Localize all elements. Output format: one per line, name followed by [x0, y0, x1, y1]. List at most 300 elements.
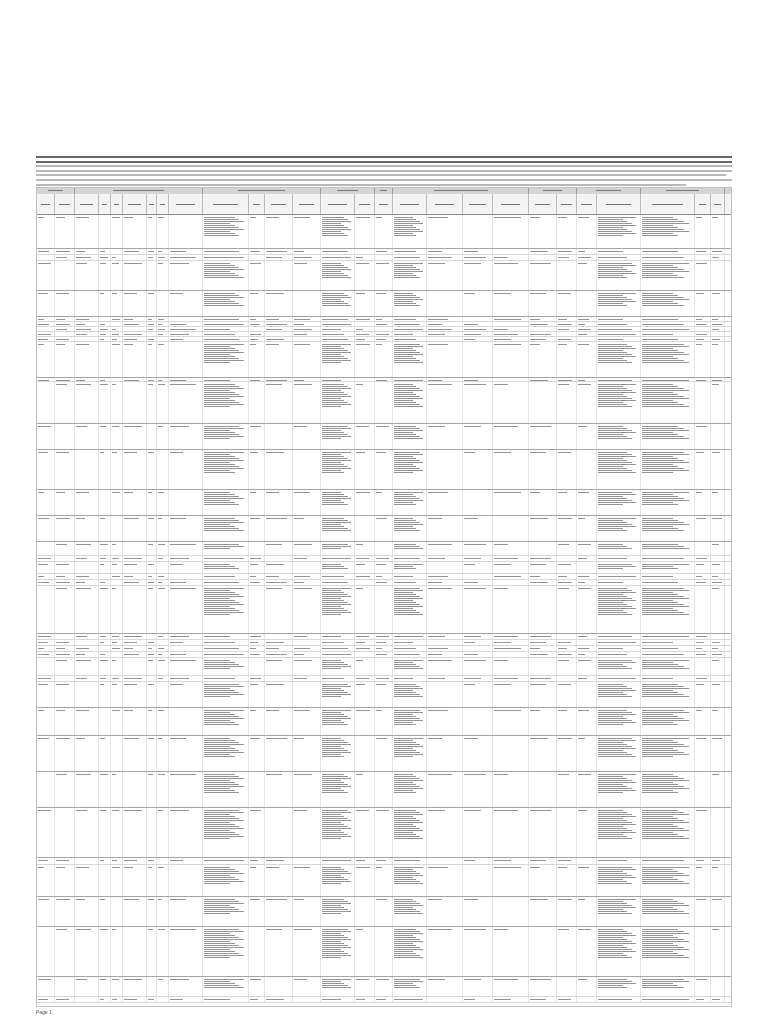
table-cell — [529, 327, 557, 331]
cell-text-line — [642, 217, 673, 218]
cell-text-line — [112, 648, 120, 649]
table-cell — [493, 490, 529, 515]
cell-text-line — [204, 334, 235, 335]
cell-text-line — [204, 929, 239, 930]
cell-text-line — [530, 867, 540, 868]
cell-text-line — [394, 602, 416, 603]
table-cell — [55, 542, 75, 555]
cell-text-line — [322, 428, 351, 429]
cell-text-line — [322, 303, 348, 304]
table-cell — [463, 249, 493, 254]
table-row — [37, 897, 731, 927]
cell-text-line — [642, 786, 684, 787]
cell-text-line — [100, 564, 104, 565]
table-cell — [147, 322, 157, 326]
table-cell — [55, 382, 75, 423]
cell-text-line — [394, 522, 420, 523]
table-cell — [641, 424, 695, 449]
cell-text-line — [598, 329, 632, 330]
cell-text-line — [598, 987, 627, 988]
cell-text-line — [642, 810, 678, 811]
table-cell — [265, 382, 293, 423]
cell-text-line — [642, 901, 678, 902]
table-cell — [249, 215, 265, 248]
cell-text-line — [394, 776, 416, 777]
cell-text-line — [642, 710, 684, 711]
cell-text-line — [598, 610, 623, 611]
cell-text-line — [356, 544, 363, 545]
cell-text-line — [204, 830, 230, 831]
table-cell — [249, 808, 265, 857]
table-cell — [111, 317, 123, 321]
cell-text-line — [712, 492, 718, 493]
table-cell — [265, 317, 293, 321]
table-cell — [169, 997, 203, 1002]
cell-text-line — [204, 754, 230, 755]
table-cell — [375, 640, 393, 645]
cell-text-line — [56, 929, 67, 930]
cell-text-line — [598, 913, 632, 914]
table-cell — [393, 736, 427, 771]
table-cell — [55, 322, 75, 326]
cell-text-line — [394, 913, 423, 914]
table-cell — [203, 977, 249, 996]
cell-text-line — [642, 350, 678, 351]
cell-text-line — [76, 899, 85, 900]
cell-text-line — [124, 324, 139, 325]
table-cell — [157, 327, 169, 331]
cell-text-line — [148, 588, 153, 589]
cell-text-line — [598, 688, 632, 689]
cell-text-line — [394, 945, 416, 946]
cell-text-line — [204, 388, 244, 389]
cell-text-line — [322, 502, 344, 503]
cell-text-line — [148, 384, 153, 385]
cell-text-line — [204, 275, 239, 276]
table-cell — [695, 977, 711, 996]
cell-text-line — [394, 470, 423, 471]
table-cell — [157, 337, 169, 341]
table-cell — [123, 586, 147, 633]
cell-text-line — [394, 678, 413, 679]
cell-text-line — [158, 324, 162, 325]
table-cell — [203, 516, 249, 541]
table-cell — [355, 682, 375, 707]
table-cell — [157, 249, 169, 254]
cell-text-line — [598, 360, 627, 361]
table-cell — [147, 977, 157, 996]
cell-text-line — [598, 979, 627, 980]
cell-text-line — [642, 466, 678, 467]
table-cell — [463, 640, 493, 645]
cell-text-line — [204, 430, 230, 431]
cell-text-line — [464, 384, 486, 385]
table-cell — [37, 327, 55, 331]
table-cell — [695, 997, 711, 1002]
cell-text-line — [204, 305, 244, 306]
table-cell — [641, 580, 695, 585]
cell-text-line — [294, 678, 307, 679]
cell-text-line — [322, 879, 348, 880]
cell-text-line — [642, 275, 678, 276]
cell-text-line — [494, 678, 518, 679]
table-cell — [157, 342, 169, 377]
cell-text-line — [598, 546, 627, 547]
table-cell — [355, 708, 375, 735]
cell-text-line — [642, 251, 678, 252]
table-cell — [393, 997, 427, 1002]
cell-text-line — [204, 460, 244, 461]
table-cell — [99, 574, 111, 579]
cell-text-line — [322, 678, 344, 679]
cell-text-line — [294, 518, 304, 519]
cell-text-line — [464, 558, 481, 559]
table-cell — [55, 490, 75, 515]
cell-text-line — [598, 941, 632, 942]
table-cell — [111, 634, 123, 639]
table-cell — [203, 997, 249, 1002]
cell-text-line — [204, 436, 244, 437]
cell-text-line — [322, 951, 344, 952]
cell-text-line — [294, 582, 304, 583]
cell-text-line — [530, 860, 546, 861]
cell-text-line — [170, 334, 189, 335]
cell-text-line — [112, 293, 117, 294]
table-cell — [529, 586, 557, 633]
cell-text-line — [204, 899, 235, 900]
table-cell — [123, 255, 147, 260]
cell-text-line — [322, 251, 348, 252]
table-cell — [393, 927, 427, 976]
table-cell — [375, 858, 393, 864]
table-cell — [711, 808, 725, 857]
cell-text-line — [170, 452, 183, 453]
table-cell — [463, 327, 493, 331]
cell-text-line — [598, 217, 636, 218]
cell-text-line — [394, 722, 413, 723]
table-cell — [641, 516, 695, 541]
table-cell — [293, 658, 321, 675]
cell-text-line — [428, 576, 448, 577]
cell-text-line — [394, 297, 420, 298]
cell-text-line — [112, 860, 117, 861]
table-cell — [529, 337, 557, 341]
cell-text-line — [322, 740, 344, 741]
cell-text-line — [394, 838, 423, 839]
cell-text-line — [322, 947, 351, 948]
table-cell — [37, 927, 55, 976]
cell-text-line — [124, 319, 133, 320]
cell-text-line — [100, 384, 108, 385]
table-cell — [147, 634, 157, 639]
cell-text-line — [642, 881, 684, 882]
table-cell — [493, 327, 529, 331]
cell-text-line — [158, 384, 165, 385]
cell-text-line — [148, 319, 152, 320]
table-cell — [321, 322, 355, 326]
cell-text-line — [394, 438, 423, 439]
cell-text-line — [38, 293, 48, 294]
cell-text-line — [204, 269, 244, 270]
table-cell — [321, 378, 355, 381]
cell-text-line — [322, 576, 344, 577]
cell-text-line — [578, 660, 591, 661]
table-cell — [695, 249, 711, 254]
cell-text-line — [322, 460, 351, 461]
table-cell — [529, 249, 557, 254]
cell-text-line — [428, 582, 442, 583]
cell-text-line — [158, 576, 164, 577]
table-cell — [427, 640, 463, 645]
cell-text-line — [642, 354, 689, 355]
cell-text-line — [148, 564, 154, 565]
table-cell — [147, 249, 157, 254]
table-cell — [393, 808, 427, 857]
table-cell — [463, 291, 493, 316]
table-cell — [597, 542, 641, 555]
cell-text-line — [322, 269, 351, 270]
table-cell — [99, 490, 111, 515]
cell-text-line — [76, 257, 91, 258]
table-cell — [375, 317, 393, 321]
table-cell — [265, 378, 293, 381]
cell-text-line — [598, 221, 627, 222]
cell-text-line — [394, 468, 420, 469]
cell-text-line — [112, 999, 117, 1000]
table-cell — [355, 562, 375, 573]
cell-text-line — [322, 350, 348, 351]
table-cell — [577, 708, 597, 735]
cell-text-line — [322, 935, 344, 936]
cell-text-line — [598, 257, 627, 258]
cell-text-line — [204, 303, 239, 304]
cell-text-line — [100, 929, 108, 930]
cell-text-line — [322, 875, 341, 876]
cell-text-line — [394, 710, 420, 711]
table-cell — [427, 586, 463, 633]
cell-text-line — [712, 257, 719, 258]
table-cell — [249, 261, 265, 290]
cell-text-line — [158, 344, 164, 345]
cell-text-line — [204, 814, 230, 815]
cell-text-line — [642, 436, 684, 437]
cell-text-line — [112, 684, 117, 685]
cell-text-line — [642, 492, 689, 493]
table-cell — [265, 736, 293, 771]
cell-text-line — [394, 269, 420, 270]
table-row — [37, 858, 731, 865]
cell-text-line — [100, 257, 108, 258]
cell-text-line — [204, 941, 230, 942]
table-cell — [99, 424, 111, 449]
table-cell — [463, 858, 493, 864]
table-cell — [463, 736, 493, 771]
cell-text-line — [578, 319, 589, 320]
table-cell — [147, 682, 157, 707]
cell-text-line — [204, 983, 235, 984]
table-cell — [393, 337, 427, 341]
cell-text-line — [394, 690, 413, 691]
cell-text-line — [598, 686, 627, 687]
cell-text-line — [598, 277, 627, 278]
cell-text-line — [598, 981, 632, 982]
cell-text-line — [356, 339, 365, 340]
table-cell — [577, 927, 597, 976]
table-cell — [203, 337, 249, 341]
table-cell — [321, 658, 355, 675]
table-cell — [355, 676, 375, 681]
cell-text-line — [394, 434, 416, 435]
table-cell — [427, 327, 463, 331]
table-cell — [577, 450, 597, 489]
cell-text-line — [204, 782, 235, 783]
table-cell — [355, 634, 375, 639]
cell-text-line — [394, 392, 413, 393]
cell-text-line — [642, 909, 678, 910]
cell-text-line — [100, 588, 108, 589]
table-cell — [393, 640, 427, 645]
table-cell — [99, 382, 111, 423]
cell-text-line — [394, 987, 420, 988]
cell-text-line — [376, 251, 387, 252]
cell-text-line — [642, 468, 684, 469]
table-cell — [111, 249, 123, 254]
cell-text-line — [158, 660, 165, 661]
cell-text-line — [712, 774, 719, 775]
cell-text-line — [204, 824, 235, 825]
cell-text-line — [204, 778, 244, 779]
cell-text-line — [204, 273, 235, 274]
cell-text-line — [394, 293, 413, 294]
cell-text-line — [204, 604, 244, 605]
table-row — [37, 586, 731, 634]
cell-text-line — [356, 558, 369, 559]
table-cell — [529, 640, 557, 645]
cell-text-line — [696, 654, 706, 655]
table-cell — [123, 652, 147, 657]
table-cell — [55, 215, 75, 248]
cell-text-line — [204, 714, 235, 715]
cell-text-line — [394, 426, 416, 427]
cell-text-line — [56, 251, 70, 252]
cell-text-line — [394, 748, 413, 749]
table-cell — [577, 249, 597, 254]
table-cell — [463, 562, 493, 573]
table-cell — [529, 378, 557, 381]
cell-text-line — [394, 784, 416, 785]
table-cell — [99, 772, 111, 807]
cell-text-line — [204, 810, 239, 811]
cell-text-line — [204, 582, 239, 583]
table-cell — [355, 322, 375, 326]
table-cell — [393, 542, 427, 555]
cell-text-line — [322, 352, 351, 353]
table-cell — [111, 997, 123, 1002]
table-cell — [123, 542, 147, 555]
cell-text-line — [112, 263, 119, 264]
table-cell — [641, 658, 695, 675]
cell-text-line — [266, 648, 279, 649]
table-cell — [393, 255, 427, 260]
table-cell — [99, 249, 111, 254]
cell-text-line — [322, 945, 348, 946]
table-cell — [529, 291, 557, 316]
cell-text-line — [394, 957, 423, 958]
cell-text-line — [204, 344, 244, 345]
table-cell — [427, 997, 463, 1002]
cell-text-line — [394, 720, 423, 721]
cell-text-line — [56, 564, 69, 565]
table-cell — [427, 772, 463, 807]
cell-text-line — [598, 462, 632, 463]
table-cell — [249, 772, 265, 807]
cell-text-line — [558, 588, 569, 589]
cell-text-line — [294, 929, 312, 930]
cell-text-line — [530, 684, 546, 685]
cell-text-line — [204, 746, 230, 747]
table-cell — [37, 640, 55, 645]
cell-text-line — [642, 907, 673, 908]
table-cell — [265, 261, 293, 290]
cell-text-line — [322, 305, 351, 306]
cell-text-line — [530, 642, 546, 643]
table-cell — [375, 255, 393, 260]
cell-text-line — [598, 592, 636, 593]
cell-text-line — [598, 662, 636, 663]
table-cell — [375, 378, 393, 381]
cell-text-line — [394, 867, 423, 868]
cell-text-line — [204, 784, 239, 785]
table-cell — [111, 977, 123, 996]
table-cell — [293, 261, 321, 290]
table-cell — [293, 317, 321, 321]
cell-text-line — [642, 814, 689, 815]
cell-text-line — [598, 251, 623, 252]
cell-text-line — [642, 957, 689, 958]
table-cell — [37, 977, 55, 996]
cell-text-line — [322, 500, 341, 501]
cell-text-line — [148, 774, 153, 775]
table-cell — [463, 516, 493, 541]
table-cell — [157, 574, 169, 579]
cell-text-line — [642, 596, 684, 597]
cell-text-line — [204, 472, 235, 473]
cell-text-line — [578, 334, 587, 335]
cell-text-line — [394, 530, 420, 531]
table-cell — [375, 332, 393, 336]
cell-text-line — [712, 564, 720, 565]
cell-text-line — [394, 696, 423, 697]
cell-text-line — [598, 774, 636, 775]
cell-text-line — [204, 790, 235, 791]
cell-text-line — [322, 432, 344, 433]
table-cell — [393, 682, 427, 707]
table-cell — [641, 634, 695, 639]
table-cell — [169, 317, 203, 321]
table-cell — [75, 516, 99, 541]
cell-text-line — [642, 544, 678, 545]
intro-text-line — [36, 179, 732, 181]
table-cell — [641, 337, 695, 341]
cell-text-line — [428, 588, 452, 589]
table-cell — [597, 858, 641, 864]
table-cell — [265, 708, 293, 735]
cell-text-line — [394, 648, 416, 649]
cell-text-line — [598, 428, 627, 429]
cell-text-line — [322, 810, 348, 811]
cell-text-line — [394, 388, 420, 389]
cell-text-line — [250, 564, 258, 565]
